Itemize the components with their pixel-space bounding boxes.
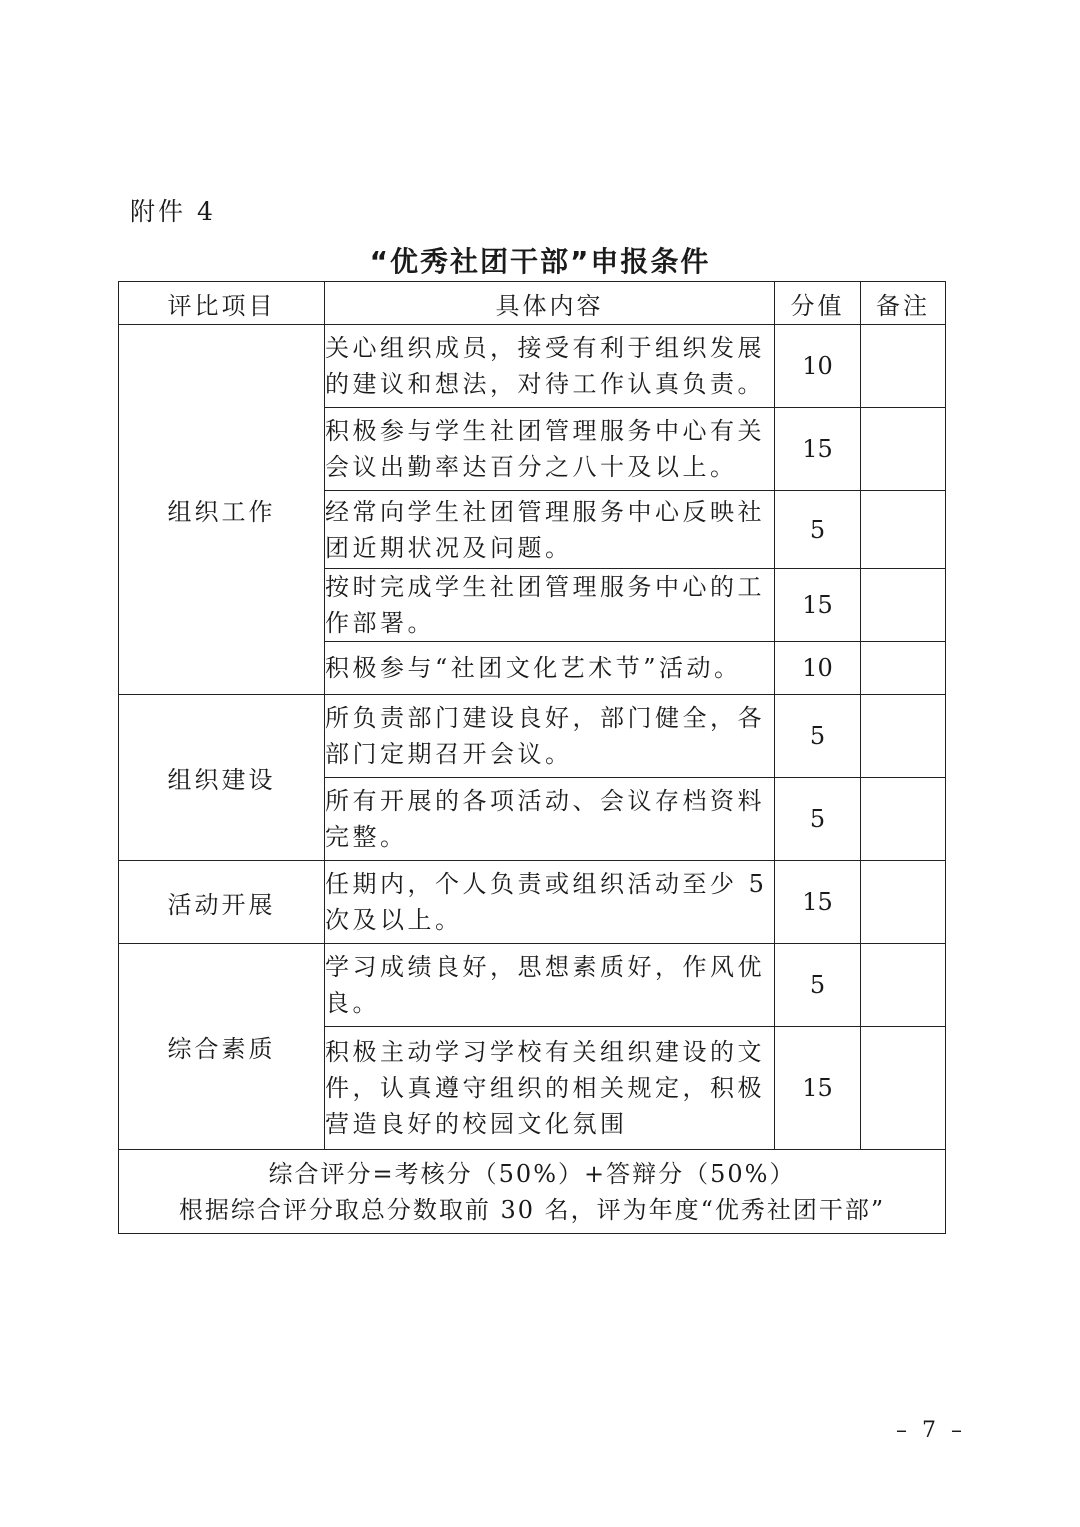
- criterion-note: [861, 861, 946, 944]
- header-note: 备注: [861, 282, 946, 325]
- criterion-note: [861, 569, 946, 642]
- header-category: 评比项目: [119, 282, 325, 325]
- category-overall-quality: 综合素质: [119, 944, 325, 1150]
- criterion-content: 所有开展的各项活动、会议存档资料完整。: [325, 778, 775, 861]
- criterion-note: [861, 1027, 946, 1150]
- criterion-content: 所负责部门建设良好，部门健全，各部门定期召开会议。: [325, 695, 775, 778]
- criterion-content: 积极主动学习学校有关组织建设的文件，认真遵守组织的相关规定，积极营造良好的校园文化氛围: [325, 1027, 775, 1150]
- criterion-score: 5: [775, 778, 861, 861]
- criterion-score: 15: [775, 861, 861, 944]
- criterion-score: 5: [775, 944, 861, 1027]
- criterion-note: [861, 491, 946, 569]
- table-header-row: [119, 282, 946, 325]
- table-row: [119, 861, 946, 944]
- criterion-content: 任期内，个人负责或组织活动至少 5 次及以上。: [325, 861, 775, 944]
- criterion-note: [861, 695, 946, 778]
- scoring-rule: [119, 1150, 946, 1234]
- table-row: [119, 944, 946, 1027]
- table-footer-row: [119, 1150, 946, 1234]
- criterion-score: 15: [775, 569, 861, 642]
- header-score: 分值: [775, 282, 861, 325]
- criterion-score: 5: [775, 695, 861, 778]
- criterion-note: [861, 408, 946, 491]
- criterion-note: [861, 944, 946, 1027]
- table-row: [119, 695, 946, 778]
- criterion-score: 10: [775, 642, 861, 695]
- selection-rule: 根据综合评分取总分数取前 30 名，评为年度“优秀社团干部”: [178, 1195, 886, 1224]
- category-org-building: 组织建设: [119, 695, 325, 861]
- header-content: 具体内容: [325, 282, 775, 325]
- criterion-note: [861, 325, 946, 408]
- criterion-score: 5: [775, 491, 861, 569]
- criterion-score: 15: [775, 1027, 861, 1150]
- category-org-work: 组织工作: [119, 325, 325, 695]
- attachment-label: 附件 4: [130, 197, 216, 226]
- criteria-table: [118, 281, 946, 1234]
- scoring-formula: 综合评分=考核分（50%）+答辩分（50%）: [268, 1159, 796, 1188]
- criterion-content: 经常向学生社团管理服务中心反映社团近期状况及问题。: [325, 491, 775, 569]
- document-title: “优秀社团干部”申报条件: [369, 245, 711, 278]
- criterion-content: 按时完成学生社团管理服务中心的工作部署。: [325, 569, 775, 642]
- criterion-content: 积极参与“社团文化艺术节”活动。: [325, 642, 775, 695]
- criterion-content: 积极参与学生社团管理服务中心有关会议出勤率达百分之八十及以上。: [325, 408, 775, 491]
- criterion-score: 15: [775, 408, 861, 491]
- table-row: [119, 325, 946, 408]
- criterion-score: 10: [775, 325, 861, 408]
- criterion-content: 学习成绩良好，思想素质好，作风优良。: [325, 944, 775, 1027]
- criterion-content: 关心组织成员，接受有利于组织发展的建议和想法，对待工作认真负责。: [325, 325, 775, 408]
- criterion-note: [861, 642, 946, 695]
- criterion-note: [861, 778, 946, 861]
- page-number: – 7 –: [896, 1418, 966, 1443]
- category-activities: 活动开展: [119, 861, 325, 944]
